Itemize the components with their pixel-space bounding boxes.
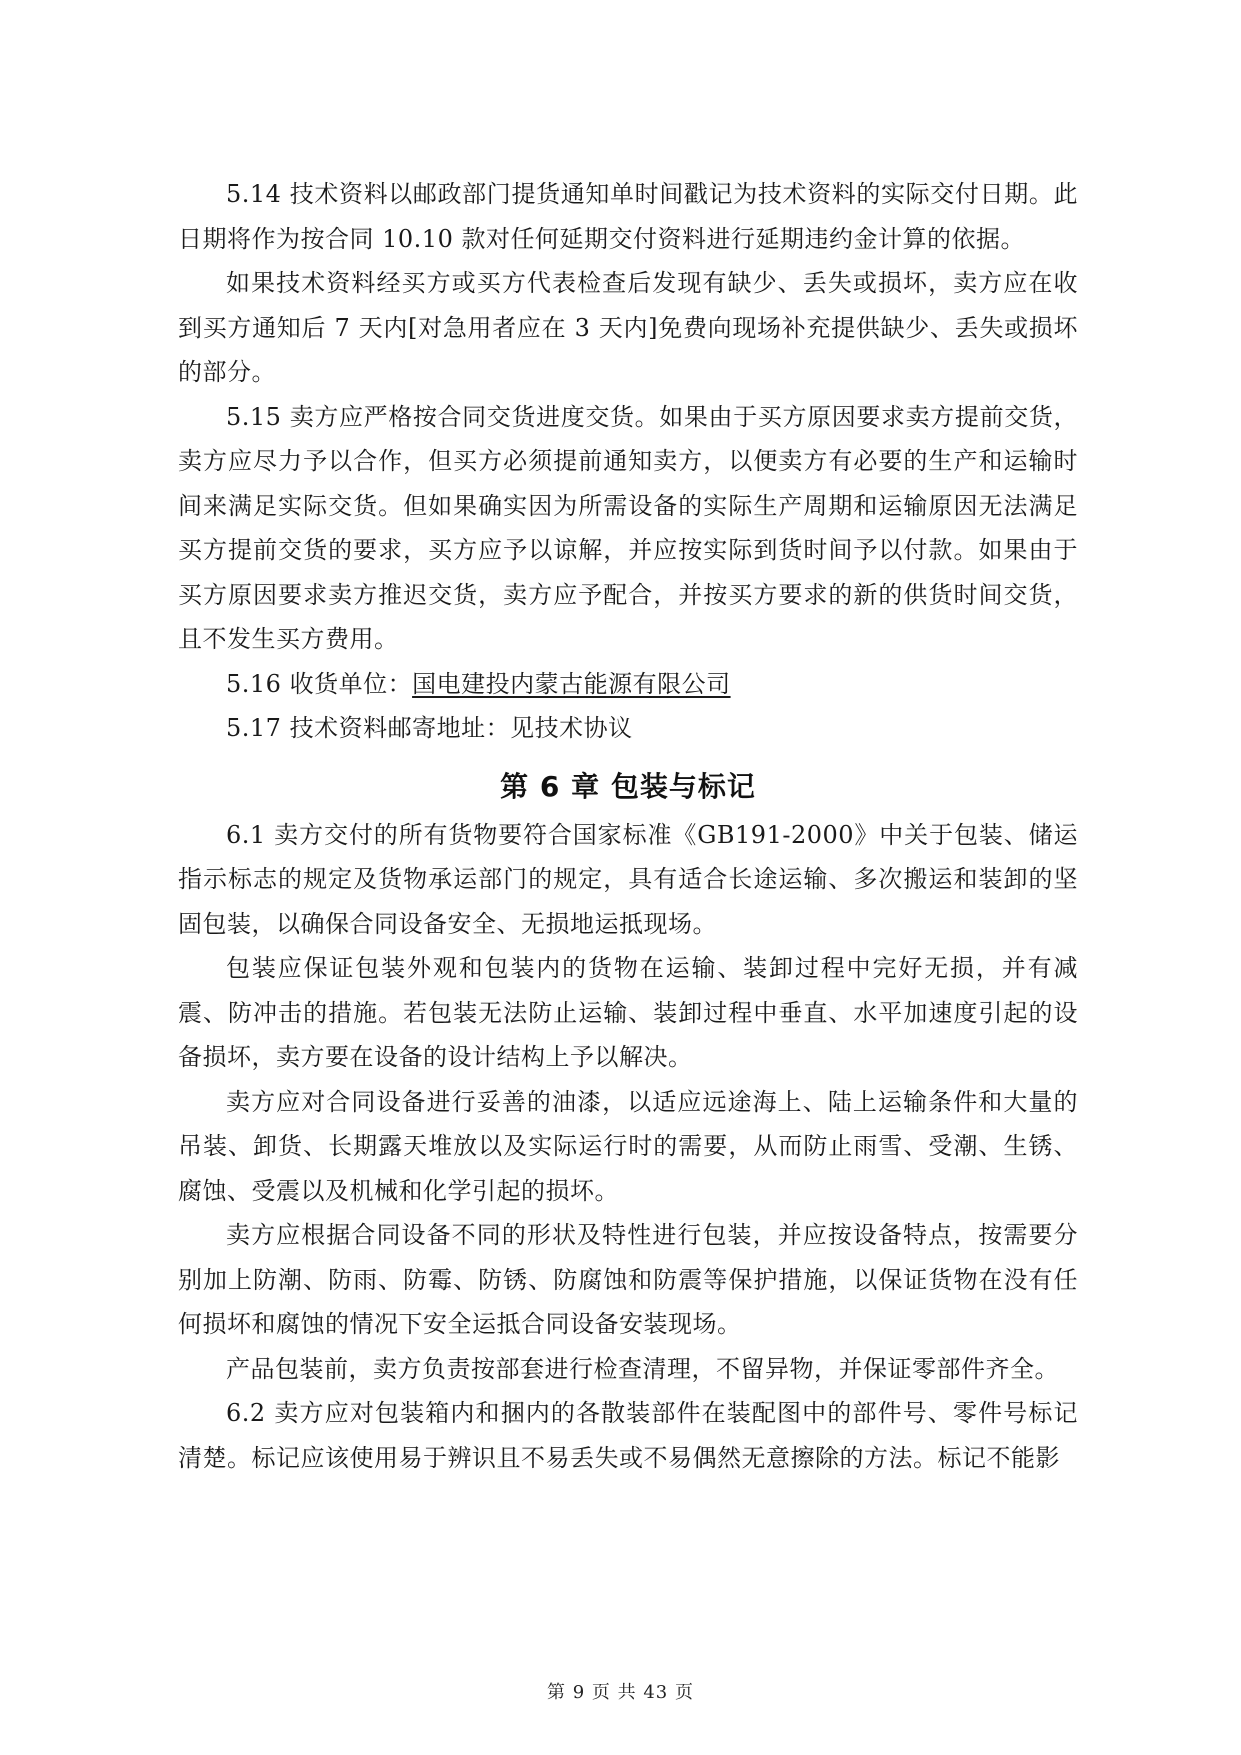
paragraph-packaging-measures: 卖方应根据合同设备不同的形状及特性进行包装，并应按设备特点，按需要分别加上防潮、防雨、防霉、防锈、防腐蚀和防震等保护措施，以保证货物在没有任何损坏和腐蚀的情况下安全运抵合同设备安装现场。 xyxy=(178,1221,1078,1338)
receiver-name: 国电建投内蒙古能源有限公司 xyxy=(412,669,731,698)
chapter-heading: 第 6 章 包装与标记 xyxy=(500,769,756,803)
paragraph-6-2: 6.2 卖方应对包装箱内和捆内的各散装部件在装配图中的部件号、零件号标记清楚。标记应该使用易于辨识且不易丢失或不易偶然无意擦除的方法。标记不能影 xyxy=(178,1399,1078,1472)
paragraph-5-16 xyxy=(178,662,1078,707)
paragraph-5-14: 5.14 技术资料以邮政部门提货通知单时间戳记为技术资料的实际交付日期。此日期将作为按合同 10.10 款对任何延期交付资料进行延期违约金计算的依据。 xyxy=(178,180,1078,253)
page-footer: 第 9 页 共 43 页 xyxy=(547,1682,694,1703)
paragraph-painting: 卖方应对合同设备进行妥善的油漆，以适应远途海上、陆上运输条件和大量的吊装、卸货、长期露天堆放以及实际运行时的需要，从而防止雨雪、受潮、生锈、腐蚀、受震以及机械和化学引起的损坏。 xyxy=(178,1087,1078,1205)
paragraph-packaging-protection: 包装应保证包装外观和包装内的货物在运输、装卸过程中完好无损，并有减震、防冲击的措施。若包装无法防止运输、装卸过程中垂直、水平加速度引起的设备损坏，卖方要在设备的设计结构上予以解决。 xyxy=(178,954,1078,1071)
paragraph-pre-packaging-check: 产品包装前，卖方负责按部套进行检查清理，不留异物，并保证零部件齐全。 xyxy=(226,1354,1059,1383)
receiver-label: 5.16 收货单位： xyxy=(226,669,413,698)
paragraph-6-1: 6.1 卖方交付的所有货物要符合国家标准《GB191-2000》中关于包装、储运指示标志的规定及货物承运部门的规定，具有适合长途运输、多次搬运和装卸的坚固包装，以确保合同设备安全、无损地运抵现场。 xyxy=(178,820,1078,938)
paragraph-5-15: 5.15 卖方应严格按合同交货进度交货。如果由于买方原因要求卖方提前交货，卖方应尽力予以合作，但买方必须提前通知卖方，以便卖方有必要的生产和运输时间来满足实际交货。但如果确实因为所需设备的实际生产周期和运输原因无法满足买方提前交货的要求，买方应予以谅解，并应按实际到货时间予以付款。如果由于买方原因要求卖方推迟交货，卖方应予配合，并按买方要求的新的供货时间交货，且不发生买方费用。 xyxy=(178,402,1078,653)
paragraph-missing-materials: 如果技术资料经买方或买方代表检查后发现有缺少、丢失或损坏，卖方应在收到买方通知后 7 天内[对急用者应在 3 天内]免费向现场补充提供缺少、丢失或损坏的部分。 xyxy=(178,269,1078,386)
page-body xyxy=(178,172,1078,1480)
paragraph-5-17: 5.17 技术资料邮寄地址：见技术协议 xyxy=(226,714,633,742)
